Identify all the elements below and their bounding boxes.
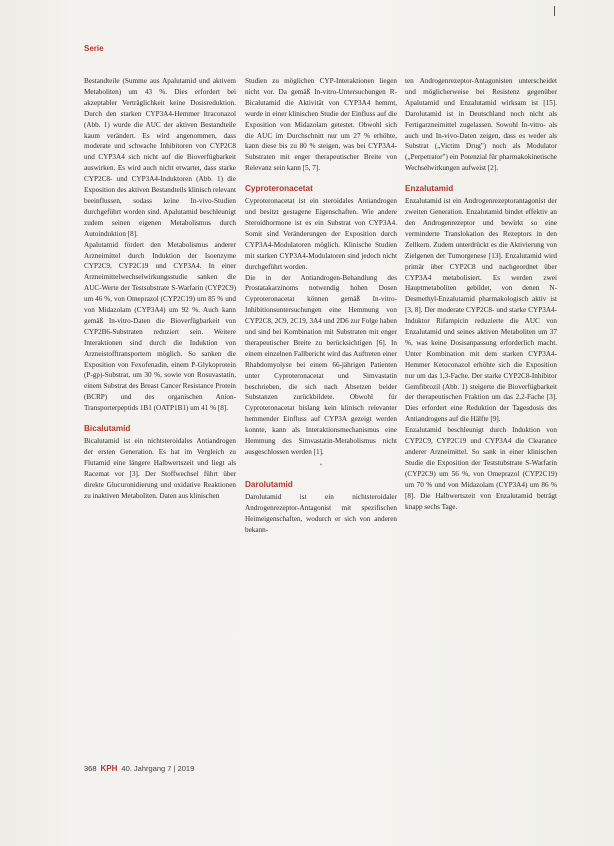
page-footer [84, 764, 194, 773]
paragraph: Darolutamid ist ein nichtsteroidaler Androgenrezeptor-Antagonist mit spezifischen Heimeigenschaften, wodurch er sich von anderen bekann- [245, 492, 397, 534]
paragraph: ten Androgenrezeptor-Antagonisten unterscheidet und möglicherweise bei Resistenz gegenüber Apalutamid und Enzalutamid wirksam ist [15]. Darolutamid ist in Deutschland noch nicht als Fertigarzneimittel zugelassen. Sowohl In-vitro- als auch und In-vivo-Daten zeigen, dass es weder als Substrat („Victim Drug") noch als Modulator („Perpetrator") ein Potenzial für pharmakokinetische Wechselwirkungen aufweist [2]. [405, 77, 557, 173]
paragraph: Apalutamid fördert den Metabolismus anderer Arzneimittel durch Induktion der Isoenzyme CYP2C9, CYP2C19 und CYP3A4. In einer Arzneimittelwechselwirkungsstudie sanken die AUC-Werte der Testsubstrate S-Warfarin (CYP2C9) um 46 %, von Omeprazol (CYP2C19) um 85 % und von Midazolam (CYP3A4) um 92 %. Auch kann gemäß In-vitro-Daten die Bioverfügbarkeit von CYP2B6-Substraten reduziert sein. Weitere Interaktionen sind durch die Induktion von Arzneistofftransportern möglich. So sanken die Exposition von Fexofenadin, einem P-Glykoprotein (P-gp)-Substrat, um 30 %, sowie von Rosuvastatin, einem Substrat des Breast Cancer Resistance Protein (BCRP) und des organischen Anion-Transporterpeptids 1B1 (OATP1B1) um 41 % [8]. [84, 240, 236, 413]
paragraph: Bestandteile (Summe aus Apalutamid und aktivem Metaboliten) um 43 %. Dies erfordert bei akzeptabler Verträglichkeit keine Dosisreduktion. Durch den starken CYP3A4-Hemmer Itraconazol (Abb. 1) wurde die AUC der aktiven Bestandteile kaum verändert. Es wird angenommen, dass moderate und schwache Inhibitoren von CYP2C8 und CYP3A4 sich nicht auf die Bioverfügbarkeit auswirken. Es wird auch nicht erwartet, dass starke CYP2C8- und CYP3A4-Induktoren (Abb. 1) die Exposition des aktiven Bestandteils klinisch relevant beeinflussen, sodass keine In-vivo-Studien durchgeführt worden sind. Apalutamid beschleunigt zudem seinen eigenen Metabolismus durch Autoinduktion [8]. [84, 77, 236, 238]
issue-info: 40. Jahrgang 7 | 2019 [121, 764, 195, 773]
paragraph: Enzalutamid beschleunigt durch Induktion von CYP2C9, CYP2C19 und CYP3A4 die Clearance anderer Arzneimittel. So sank in einer klinischen Studie die Exposition der Teststubstrate S-Warfarin (CYP2C9) um 56 %, von Omeprazol (CYP2C19) um 70 % und von Midazolam (CYP3A4) um 86 % [8]. Die Halbwertszeit von Enzalutamid beträgt knapp sechs Tage. [405, 426, 557, 511]
paragraph: Enzalutamid ist ein Androgenrezeptorantagonist der zweiten Generation. Enzalutamid bindet effektiv an den Androgenrezeptor und bewirkt so eine verminderte Translokation des Rezeptors in den Zellkern. Zudem unterdrückt es die Aktivierung von Zielgenen der Tumorgenese [13]. Enzalutamid wird primär über CYP2C8 und nachgeordnet über CYP3A4 metabolisiert. Es werden zwei Hauptmetaboliten gebildet, von denen N-Desmethyl-Enzalutamid pharmakologisch aktiv ist [3, 8]. Der moderate CYP2C8- und starke CYP3A4-Induktor Rifampicin reduzierte die AUC von Enzalutamid und seines aktiven Metaboliten um 37 %, was keine Dosisanpassung erforderlich macht. Unter Kombination mit dem starken CYP3A4-Hemmer Ketoconazol erhöhte sich die Exposition nur um das 1,3-Fache. Der starke CYP2C8-Inhibitor Gemfibrozil (Abb. 1) steigerte die Bioverfügbarkeit der therapeutischen Fraktion um das 2,2-Fache [3]. Dies erfordert eine Reduktion der Tagesdosis des Antiandrogens auf die Hälfte [9]. [405, 197, 557, 424]
paragraph: Cyproteronacetat ist ein steroidales Antiandrogen und besitzt gestagene Eigenschaften. Wie andere Steroidhormone ist es ein Substrat von CYP3A4. Somit sind Veränderungen der Exposition durch CYP3A4-Modulatoren möglich. Klinische Studien mit starken CYP3A4-Modulatoren sind jedoch nicht durchgeführt worden. [245, 197, 397, 271]
paragraph: Studien zu möglichen CYP-Interaktionen liegen nicht vor. Da gemäß In-vitro-Untersuchungen R-Bicalutamid die Aktivität von CYP3A4 hemmt, wurde in einer klinischen Studie der Einfluss auf die Exposition von Midazolam getestet. Obwohl sich die AUC im Durchschnitt nur um 27 % erhöhte, kann diese bis zu 80 % steigen, was bei CYP3A4-Substraten mit enger therapeutischer Breite von Relevanz sein kann [5, 7]. [245, 77, 397, 173]
paragraph: Die in der Antiandrogen-Behandlung des Prostatakarzinoms notwendig hohen Dosen Cyproteronacetat können gemäß In-vitro-Inhibitionsuntersuchungen eine Hemmung von CYP2C8, 2C9, 2C19, 3A4 und 2D6 zur Folge haben und sind bei Kombination mit Substraten mit enger therapeutischer Breite zu berücksichtigen [6]. In einem einzelnen Fallbericht wird das Auftreten einer Rhabdomyolyse bei einem 66-jährigen Patienten unter Cyproteronacetat und Simvastatin beschrieben, die sich nach Absetzen beider Substanzen zurückbildete. Obwohl für Cyproteronacetat bislang kein klinisch relevanter hemmender Einfluss auf CYP3A gezeigt werden konnte, kann als Interaktionsmechanismus eine Hemmung des Simvastatin-Metabolismus nicht ausgeschlossen werden [1]. [245, 273, 397, 456]
crop-mark [554, 6, 555, 16]
heading-darolutamid: Darolutamid [245, 479, 293, 489]
journal-name: KPH [100, 764, 118, 773]
bullet-separator: • [319, 460, 323, 469]
section-label: Serie [84, 44, 104, 53]
column-1 [84, 76, 236, 502]
column-3 [405, 76, 557, 512]
heading-bicalutamid: Bicalutamid [84, 424, 131, 434]
page-number: 368 [84, 764, 97, 773]
heading-enzalutamid: Enzalutamid [405, 184, 454, 194]
paragraph: Bicalutamid ist ein nichtsteroidales Antiandrogen der ersten Generation. Es hat im Vergleich zu Flutamid eine längere Halbwertszeit und liegt als Racemat vor [3]. Der Stoffwechsel führt über direkte Glucuronidierung und oxidative Reaktionen zu inaktiven Metaboliten. Daten aus klinischen [84, 437, 236, 500]
column-2 [245, 76, 397, 536]
heading-cyproteronacetat: Cyproteronacetat [245, 184, 313, 194]
